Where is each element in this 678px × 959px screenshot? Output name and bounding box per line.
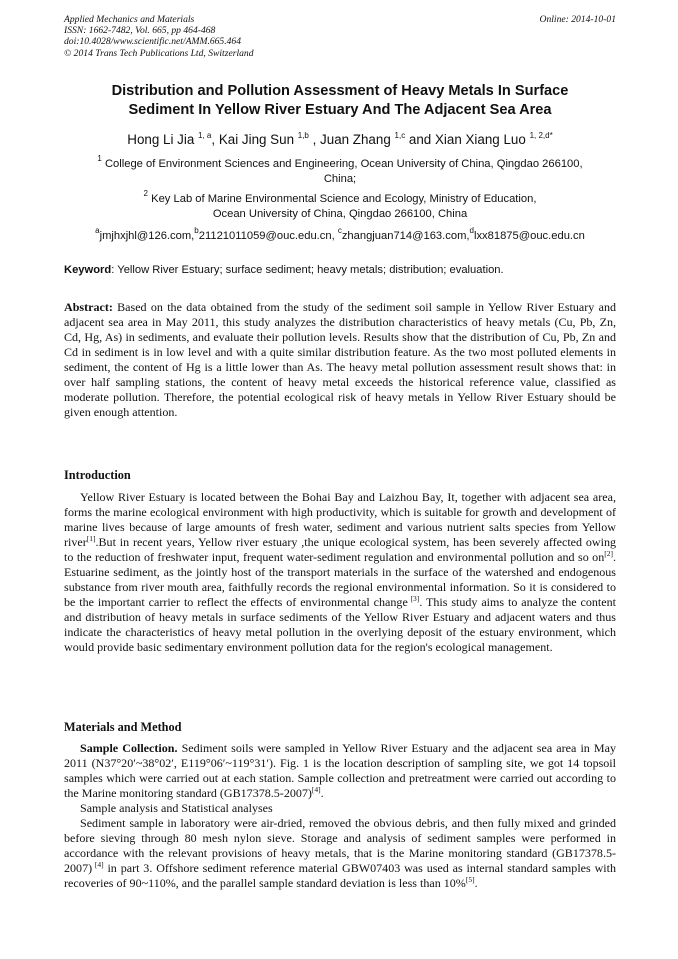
keyword-text: : Yellow River Estuary; surface sediment; heavy metals; distribution; evaluation. bbox=[111, 264, 504, 276]
author-name: Kai Jing Sun bbox=[218, 132, 295, 147]
issn-line: ISSN: 1662-7482, Vol. 665, pp 464-468 bbox=[64, 25, 216, 37]
methods-paragraph-2 bbox=[64, 816, 616, 891]
citation[interactable]: [3] bbox=[407, 594, 420, 604]
paragraph-text: Sediment sample in laboratory were air-dried, removed the obvious debris, and then fully mixed and grinded before sieving through 80 mesh nylon sieve. Storage and analysis of sediment samples were performed in accordance with the relevant provisions of heavy metals, that is the Marine monitoring standard (GB17378.5-2007) bbox=[64, 816, 616, 876]
affiliation-text: Ocean University of China, Qingdao 266100, China bbox=[212, 208, 468, 221]
author-list bbox=[64, 131, 616, 148]
author-affiliation-mark: 1, a bbox=[198, 130, 212, 140]
author-name: Xian Xiang Luo bbox=[434, 132, 526, 147]
author-name: Hong Li Jia bbox=[127, 132, 195, 147]
email-link[interactable]: zhangjuan714@163.com, bbox=[341, 230, 470, 242]
keyword-label: Keyword bbox=[64, 264, 112, 276]
paragraph-text: . This study aims to analyze the content and distribution of heavy metals in surface sediments of the Yellow River Estuary and adjacent waters and thus indicate the characteristics of heavy metal pollution in the overlying deposit of the estuary environment, which would provide basic sedimentary environment pollution data for the region's ecological management. bbox=[64, 595, 616, 655]
citation[interactable]: [2] bbox=[604, 549, 613, 559]
author-name: Juan Zhang bbox=[320, 132, 391, 147]
methods-section bbox=[64, 741, 616, 891]
paragraph-text: .But in recent years, Yellow river estuary ,the unique ecological system, has been severely affected owing to the reduction of freshwater input, frequent water-sediment regulation and environmental pollution and so on bbox=[64, 535, 616, 565]
affiliation-mark: 2 bbox=[143, 189, 148, 199]
journal-header bbox=[64, 14, 616, 59]
author-separator: and bbox=[405, 132, 435, 147]
methods-paragraph-1 bbox=[64, 741, 616, 801]
journal-name: Applied Mechanics and Materials bbox=[64, 14, 195, 25]
paragraph-text: . Estuarine sediment, as the jointly host of the transport materials in the surface of the watershed and endogenous substance from river mouth area, faithfully records the regional environmental information. So it is considered to be the important carrier to reflect the effects of environmental change bbox=[64, 550, 616, 610]
citation[interactable]: [1] bbox=[86, 534, 96, 544]
email-list bbox=[64, 226, 616, 244]
affiliation-text: Key Lab of Marine Environmental Science and Ecology, Ministry of Education, bbox=[148, 193, 537, 205]
affiliation-mark: 1 bbox=[97, 154, 102, 164]
paragraph-text: in part 3. Offshore sediment reference material GBW07403 was used as internal standard samples with recoveries of 90~110%, and the parallel sample standard deviation is less than 10% bbox=[64, 861, 616, 891]
introduction-paragraph bbox=[64, 490, 616, 656]
title-line-2: Sediment In Yellow River Estuary And The Adjacent Sea Area bbox=[128, 102, 552, 118]
affiliation-text: College of Environment Sciences and Engineering, Ocean University of China, Qingdao 266100, bbox=[101, 158, 583, 170]
abstract-label: Abstract: bbox=[64, 300, 113, 314]
paragraph-text: . bbox=[320, 786, 324, 801]
email-link[interactable]: lxx81875@ouc.edu.cn bbox=[473, 230, 585, 242]
affiliation-2 bbox=[64, 189, 616, 222]
abstract-text: Based on the data obtained from the study of the sediment soil sample in Yellow River Estuary and adjacent sea area in May 2011, this study analyzes the distribution characteristics of heavy metals (Cu, Pb, Zn, Cd, Hg, As) in sediments, and evaluate their pollution levels. Results show that the distribution of Cu, Pb, Zn and Cd in sediment is in low level and with a quite similar distribution feature. As the two most polluted elements in sediment, the content of Hg is a little lower than As. The heavy metal pollution assessment result shows that: in over half sampling stations, the content of heavy metal exceeds the historical reference value, classified as moderate pollution. Therefore, the potential ecological risk of heavy metals in Yellow River Estuary should be given enough attention. bbox=[64, 300, 616, 420]
email-mark: c bbox=[337, 226, 342, 236]
email-link[interactable]: jmjhxjhl@126.com, bbox=[99, 230, 195, 242]
email-mark: d bbox=[469, 226, 474, 236]
section-heading-methods: Materials and Method bbox=[64, 720, 182, 734]
methods-subheading: Sample analysis and Statistical analyses bbox=[80, 801, 273, 816]
keywords bbox=[64, 263, 616, 278]
email-mark: a bbox=[95, 226, 100, 236]
author-separator: , bbox=[308, 132, 321, 147]
email-mark: b bbox=[194, 226, 199, 236]
citation[interactable]: [4] bbox=[311, 785, 321, 795]
affiliation-1 bbox=[64, 154, 616, 187]
section-heading-introduction: Introduction bbox=[64, 468, 131, 482]
paragraph-text: Sediment soils were sampled in Yellow River Estuary and the adjacent sea area in May 2011 (N37°20′~38°02′, E119°06′~119°31′). Fig. 1 is the location description of sampling site, we got 14 topsoil samples which were carried out at each station. Sample collection and pretreatment were carried out according to the Marine monitoring standard (GB17378.5-2007) bbox=[64, 741, 617, 801]
citation[interactable]: [5] bbox=[465, 875, 475, 885]
doi-line: doi:10.4028/www.scientific.net/AMM.665.464 bbox=[64, 36, 242, 48]
citation[interactable]: [4] bbox=[92, 860, 104, 870]
author-affiliation-mark: 1, 2,d* bbox=[529, 130, 553, 140]
email-link[interactable]: 21121011059@ouc.edu.cn, bbox=[198, 230, 338, 242]
author-separator: , bbox=[211, 132, 219, 147]
affiliation-text: China; bbox=[323, 173, 357, 186]
author-affiliation-mark: 1,b bbox=[297, 130, 309, 140]
run-in-heading: Sample Collection. bbox=[80, 741, 178, 755]
abstract bbox=[64, 300, 616, 420]
paragraph-text: . bbox=[474, 876, 478, 891]
online-date: Online: 2014-10-01 bbox=[539, 14, 616, 25]
paper-title bbox=[64, 82, 616, 120]
copyright-line: © 2014 Trans Tech Publications Ltd, Switzerland bbox=[64, 47, 254, 59]
title-line-1: Distribution and Pollution Assessment of Heavy Metals In Surface bbox=[111, 83, 569, 99]
author-affiliation-mark: 1,c bbox=[394, 130, 406, 140]
paragraph-text: Yellow River Estuary is located between the Bohai Bay and Laizhou Bay, It, together with adjacent sea area, forms the marine ecological environment with high productivity, which is suitable for growth and development of marine lives because of large amounts of fresh water, sediment and various nutrient salts species from Yellow river bbox=[64, 490, 616, 550]
